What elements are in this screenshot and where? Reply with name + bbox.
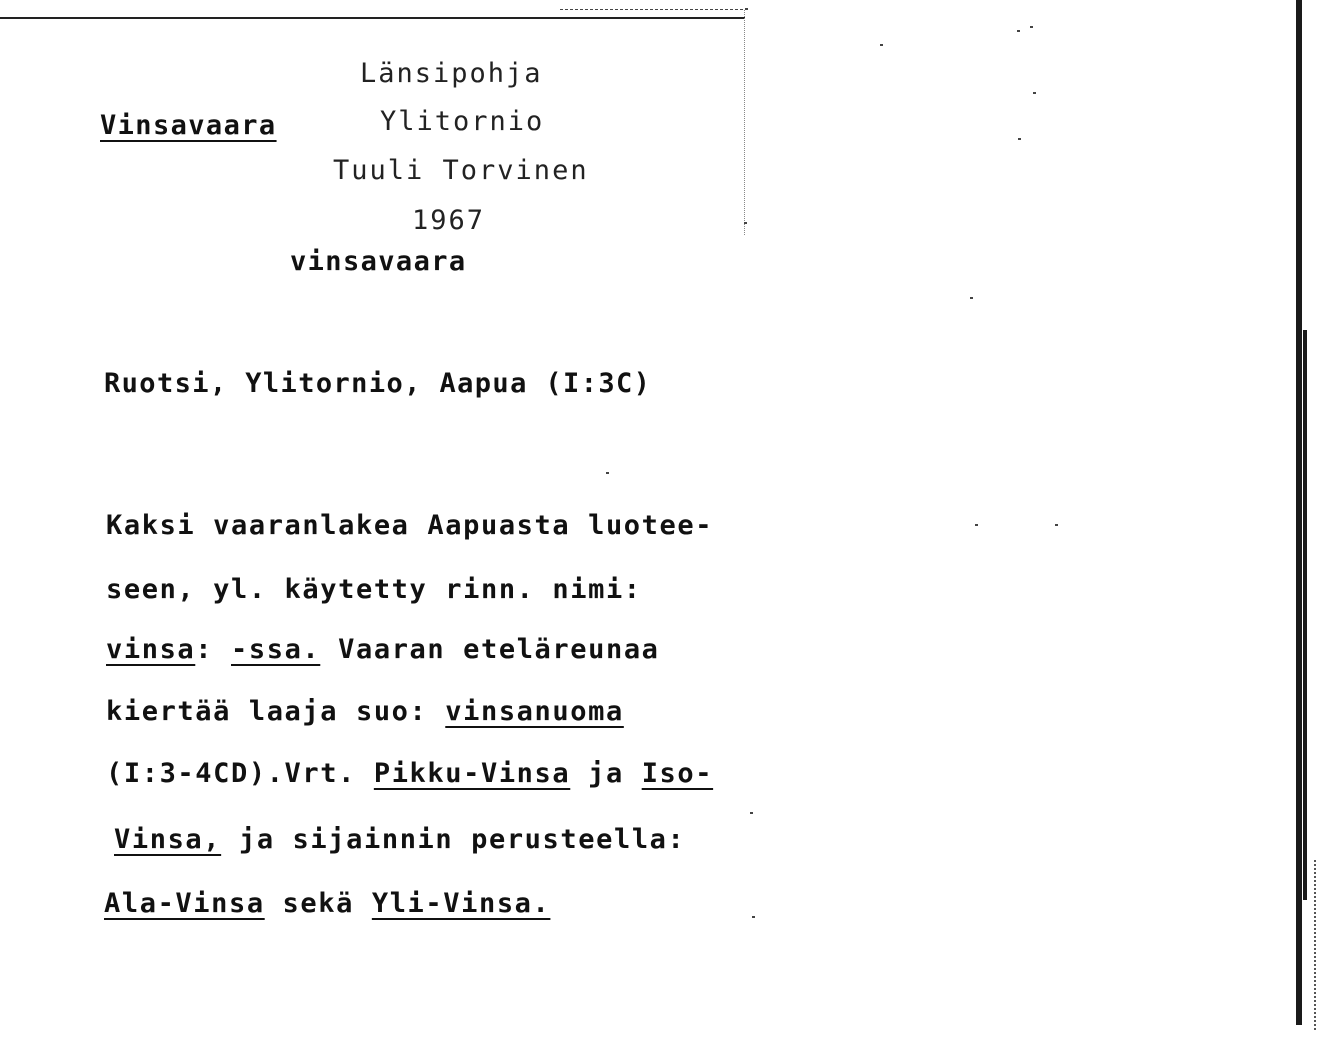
year-label: 1967 <box>412 205 486 236</box>
description-text: (I:3-4CD).Vrt. <box>106 758 374 789</box>
place-name-heading: Vinsavaara <box>100 110 277 141</box>
description-line-2: seen, yl. käytetty rinn. nimi: <box>106 574 642 605</box>
underlined-name: Iso- <box>641 758 714 789</box>
top-dashed-line <box>560 9 748 10</box>
speck <box>744 222 747 224</box>
speck <box>880 44 883 46</box>
underlined-name: Yli-Vinsa. <box>371 888 551 919</box>
right-edge-dots <box>1314 860 1316 1030</box>
underlined-name: vinsa <box>106 634 196 665</box>
parish-label: Ylitornio <box>380 106 545 137</box>
right-card-edge-shadow <box>1303 330 1307 900</box>
right-card-edge <box>1296 0 1302 1025</box>
top-border-line <box>0 17 745 19</box>
description-line-7 <box>104 890 550 917</box>
region-label: Länsipohja <box>360 58 543 89</box>
description-line-5 <box>106 760 713 787</box>
speck <box>606 472 609 474</box>
speck <box>1018 138 1021 140</box>
speck <box>1030 26 1033 28</box>
speck <box>1033 92 1036 94</box>
description-text: kiertää laaja suo: <box>106 696 446 727</box>
underlined-name: -ssa. <box>231 634 321 665</box>
description-line-4 <box>106 698 624 725</box>
description-text: sekä <box>264 888 372 919</box>
description-text: Vaaran eteläreunaa <box>320 634 660 665</box>
speck <box>750 812 753 814</box>
underlined-name: Vinsa, <box>114 824 222 855</box>
collector-label: Tuuli Torvinen <box>333 155 589 186</box>
underlined-name: vinsanuoma <box>445 696 624 727</box>
speck <box>1055 524 1058 526</box>
speck <box>752 916 755 918</box>
description-text: ja <box>570 758 642 789</box>
card-fold-line <box>744 10 745 235</box>
underlined-name: Ala-Vinsa <box>104 888 265 919</box>
speck <box>745 8 748 10</box>
description-line-1: Kaksi vaaranlakea Aapuasta luotee- <box>106 510 714 541</box>
speck <box>1017 30 1020 32</box>
normalized-name: vinsavaara <box>290 246 467 277</box>
description-text: : <box>195 634 231 665</box>
description-line-6 <box>114 826 685 853</box>
speck <box>975 524 978 526</box>
underlined-name: Pikku-Vinsa <box>373 758 571 789</box>
description-text: ja sijainnin perusteella: <box>221 824 686 855</box>
speck <box>970 297 973 299</box>
location-line: Ruotsi, Ylitornio, Aapua (I:3C) <box>104 368 652 399</box>
description-line-3 <box>106 636 660 663</box>
